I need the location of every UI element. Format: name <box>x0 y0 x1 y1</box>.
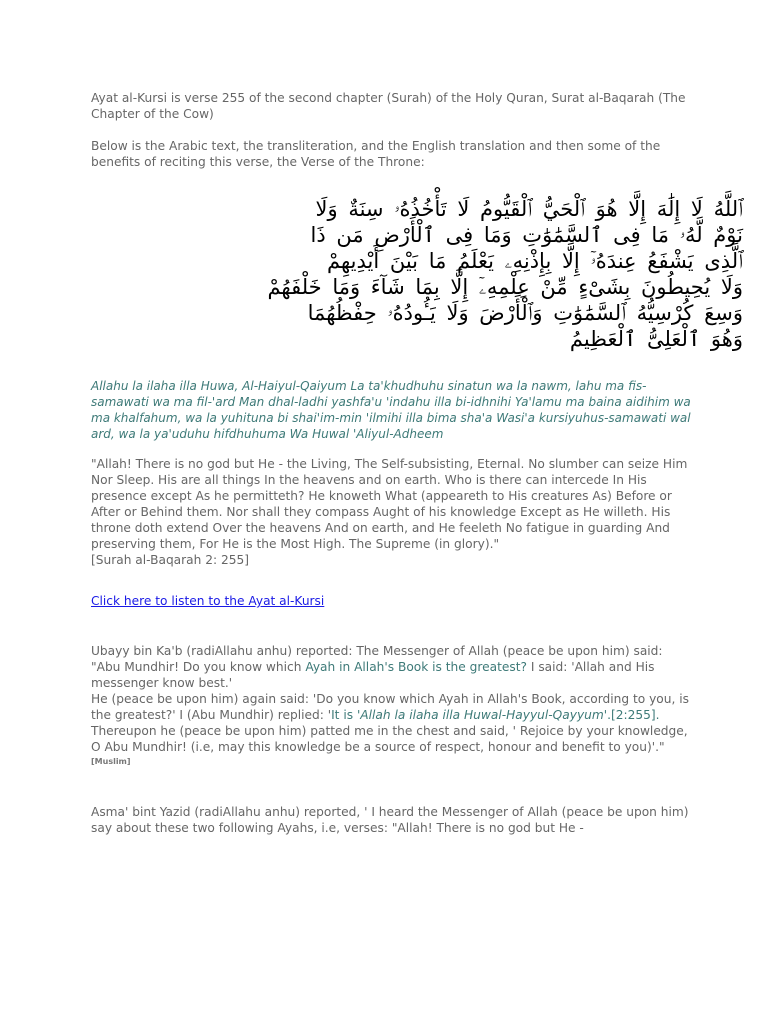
hadith1-verse-ref: .[2:255]. <box>607 708 660 722</box>
translation-text: "Allah! There is no god but He - the Living, The Self-subsisting, Eternal. No slumber can seize Him Nor Sleep. His are all things In the heavens and on earth. Who is there can intercede In His presence except As he permitteth? He knoweth What (appeareth to His creatures As) Before or After or Behind them. Nor shall they compass Aught of his knowledge Except as He willeth. His throne doth extend Over the heavens And on earth, and He feeleth No fatigue in guarding And preserving them, For He is the Most High. The Supreme (in glory)." <box>91 457 688 551</box>
hadith1-sentence-2: I said: 'Allah and His messenger know best.' <box>91 660 655 690</box>
arabic-line-5: وَسِعَ كُرْسِيُّهُ ٱلسَّمَٰوَٰتِ وَٱلْأَرْضَ وَلَا يَـُٔودُهُۥ حِفْظُهُمَا <box>307 301 743 325</box>
hadith1-verse-quote: 'Allah la ilaha illa Huwal-Hayyul-Qayyum' <box>356 708 608 722</box>
hadith-asma: Asma' bint Yazid (radiAllahu anhu) reported, ' I heard the Messenger of Allah (peace be upon him) say about these two following Ayahs, i.e, verses: "Allah! There is no god but He - <box>91 805 689 835</box>
hadith1-sentence-4: Thereupon he (peace be upon him) patted me in the chest and said, ' Rejoice by your knowledge, O Abu Mundhir! (i.e, may this knowledge be a source of respect, honour and benefit to you)'." <box>91 724 688 754</box>
hadith1-it-is: It is <box>331 708 357 722</box>
document-page <box>91 90 743 836</box>
arabic-line-6: وَهُوَ ٱلْعَلِىُّ ٱلْعَظِيمُ <box>569 327 743 351</box>
english-translation <box>91 456 691 568</box>
transliteration: Allahu la ilaha illa Huwa, Al-Haiyul-Qaiyum La ta'khudhuhu sinatun wa la nawm, lahu ma fis-samawati wa ma fil-'ard Man dhal-ladhi yashfa'u 'indahu illa bi-idhnihi Ya'lamu ma baina aidihim wa ma khalfahum, wa la yuhituna bi shai'im-min 'ilmihi illa bima sha'a Wasi'a kursiyuhus-samawati wal ard, wa la ya'uduhu hifdhuhuma Wa Huwal 'Aliyul-Adheem <box>91 379 691 441</box>
hadith1-source: [Muslim] <box>91 757 131 766</box>
arabic-line-2: نَوْمٌ لَّهُۥ مَا فِى ٱلسَّمَٰوَٰتِ وَمَا فِى ٱلْأَرْضِ مَن ذَا <box>310 223 743 247</box>
intro-paragraph-2: Below is the Arabic text, the transliteration, and the English translation and then some of the benefits of reciting this verse, the Verse of the Throne: <box>91 139 661 169</box>
arabic-line-3: ٱلَّذِى يَشْفَعُ عِندَهُۥٓ إِلَّا بِإِذْنِهِۦ يَعْلَمُ مَا بَيْنَ أَيْدِيهِمْ <box>326 249 743 273</box>
hadith1-greatest-ayah: Ayah in Allah's Book is the greatest? <box>305 660 527 674</box>
listen-link[interactable]: Click here to listen to the Ayat al-Kursi <box>91 594 325 608</box>
hadith-ubayy <box>91 643 691 768</box>
intro-paragraph-1: Ayat al-Kursi is verse 255 of the second chapter (Surah) of the Holy Quran, Surat al-Baqarah (The Chapter of the Cow) <box>91 91 686 121</box>
hadith1-sentence-1: Ubayy bin Ka'b (radiAllahu anhu) reported: The Messenger of Allah (peace be upon him) said: "Abu Mundhir! Do you know which <box>91 644 663 674</box>
arabic-verse <box>83 196 743 352</box>
arabic-line-4: وَلَا يُحِيطُونَ بِشَىْءٍ مِّنْ عِلْمِهِۦٓ إِلَّا بِمَا شَآءَ وَمَا خَلْفَهُمْ <box>267 275 743 299</box>
surah-reference: [Surah al-Baqarah 2: 255] <box>91 553 249 567</box>
arabic-line-1: ٱللَّهُ لَا إِلَٰهَ إِلَّا هُوَ ٱلْحَيُّ ٱلْقَيُّومُ لَا تَأْخُذُهُۥ سِنَةٌ وَلَا <box>315 197 743 221</box>
hadith1-sentence-3: He (peace be upon him) again said: 'Do you know which Ayah in Allah's Book, according to you, is the greatest?' I (Abu Mundhir) replied: ' <box>91 692 689 722</box>
